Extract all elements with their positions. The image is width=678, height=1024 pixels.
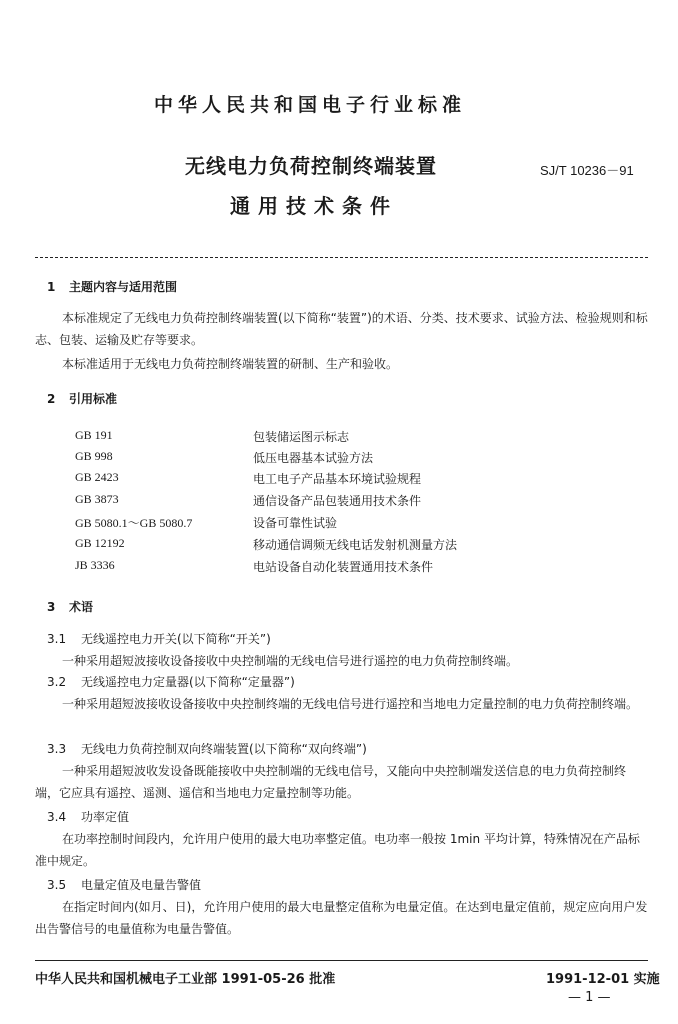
document-title-line2: 通用技术条件	[230, 194, 398, 218]
section-1-paragraph-1: 本标准规定了无线电力负荷控制终端装置(以下简称“装置”)的术语、分类、技术要求、试验方法、检验规则和标志、包装、运输及贮存等要求。	[35, 311, 648, 347]
section-heading-3	[47, 598, 93, 615]
section-heading-2	[47, 390, 117, 407]
term-heading-3-4	[47, 808, 129, 825]
ref-title: 电站设备自动化装置通用技术条件	[253, 560, 434, 574]
ref-code: JB 3336	[75, 558, 115, 572]
section-number: 2	[47, 392, 56, 406]
section-1-paragraph-2: 本标准适用于无线电力负荷控制终端装置的研制、生产和验收。	[62, 357, 399, 371]
term-number: 3.5	[47, 878, 67, 892]
section-title: 术语	[69, 600, 94, 614]
term-heading-3-2	[47, 673, 295, 690]
approval-line: 中华人民共和国机械电子工业部 1991-05-26 批准	[35, 972, 336, 987]
term-number: 3.4	[47, 810, 67, 824]
term-body-3-1: 一种采用超短波接收设备接收中央控制端的无线电信号进行遥控的电力负荷控制终端。	[62, 654, 519, 668]
term-title: 功率定值	[81, 810, 130, 824]
ref-code: GB 5080.1～GB 5080.7	[75, 516, 193, 530]
ref-code: GB 12192	[75, 536, 125, 550]
term-body-3-5: 在指定时间内(如月、日)，允许用户使用的最大电量整定值称为电量定值。在达到电量定值前，规定应向用户发出告警信号的电量值称为电量告警值。	[35, 900, 648, 936]
standard-org-heading: 中华人民共和国电子行业标准	[153, 94, 466, 116]
term-title: 无线电力负荷控制双向终端装置(以下简称“双向终端”)	[81, 742, 367, 756]
ref-title: 电工电子产品基本环境试验规程	[253, 472, 422, 486]
section-title: 主题内容与适用范围	[69, 280, 178, 294]
term-heading-3-3	[47, 740, 367, 757]
ref-code: GB 998	[75, 449, 113, 463]
implementation-date: 1991-12-01 实施	[546, 972, 660, 987]
ref-code: GB 191	[75, 428, 113, 442]
term-title: 无线遥控电力开关(以下简称“开关”)	[81, 632, 271, 646]
term-number: 3.1	[47, 632, 67, 646]
term-number: 3.2	[47, 675, 67, 689]
ref-title: 包装储运图示标志	[253, 430, 350, 444]
term-heading-3-1	[47, 630, 271, 647]
section-title: 引用标准	[69, 392, 118, 406]
term-body-3-3: 一种采用超短波收发设备既能接收中央控制端的无线电信号，又能向中央控制端发送信息的电力负荷控制终端，它应具有遥控、遥测、遥信和当地电力定量控制等功能。	[35, 764, 627, 800]
footer-divider	[35, 960, 648, 961]
section-number: 3	[47, 600, 56, 614]
ref-code: GB 3873	[75, 492, 119, 506]
standard-code: SJ/T 10236－91	[540, 163, 634, 178]
section-number: 1	[47, 280, 56, 294]
page-number: — 1 —	[568, 990, 611, 1005]
term-title: 电量定值及电量告警值	[81, 878, 202, 892]
ref-title: 通信设备产品包装通用技术条件	[253, 494, 422, 508]
ref-title: 移动通信调频无线电话发射机测量方法	[253, 538, 458, 552]
document-title-line1: 无线电力负荷控制终端装置	[185, 154, 437, 178]
term-title: 无线遥控电力定量器(以下简称“定量器”)	[81, 675, 295, 689]
ref-title: 低压电器基本试验方法	[253, 451, 374, 465]
header-divider	[35, 257, 648, 258]
section-heading-1	[47, 278, 177, 295]
ref-code: GB 2423	[75, 470, 119, 484]
term-body-3-4: 在功率控制时间段内，允许用户使用的最大电功率整定值。电功率一般按 1min 平均计算，特殊情况在产品标准中规定。	[35, 832, 640, 868]
ref-title: 设备可靠性试验	[253, 516, 338, 530]
term-number: 3.3	[47, 742, 67, 756]
term-body-3-2: 一种采用超短波接收设备接收中央控制终端的无线电信号进行遥控和当地电力定量控制的电力负荷控制终端。	[62, 697, 639, 711]
term-heading-3-5	[47, 876, 201, 893]
